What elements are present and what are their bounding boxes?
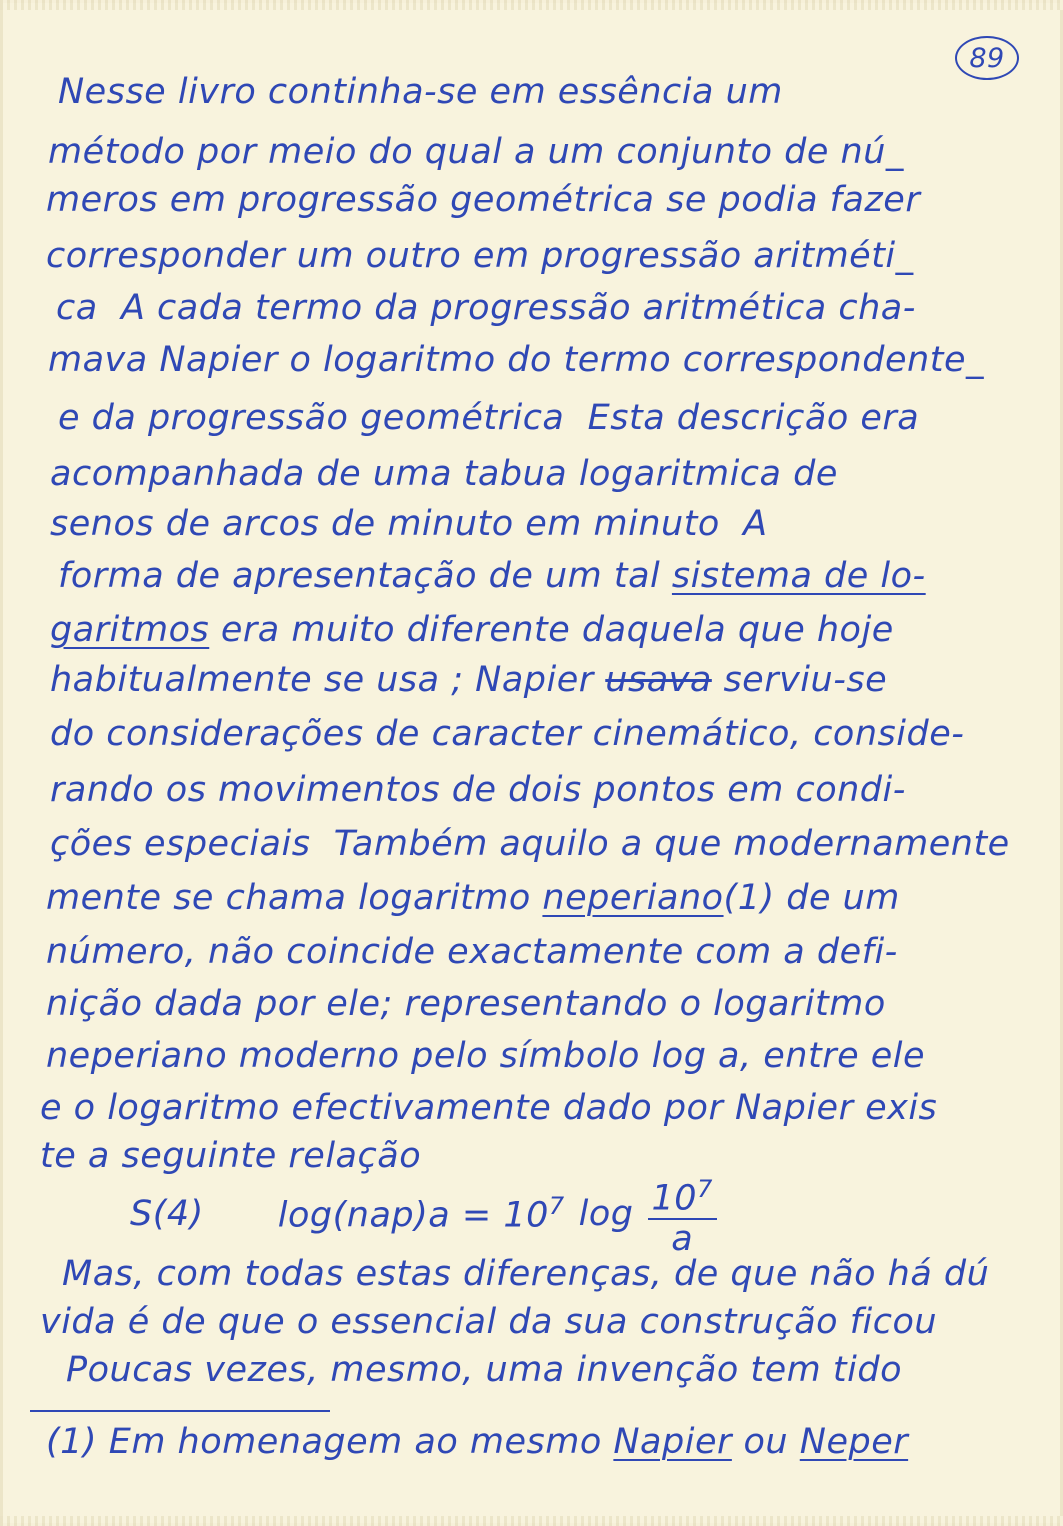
footnote-marker: (1)	[46, 1422, 98, 1462]
text-line-23: vida é de que o essencial da sua construção ficou	[40, 1302, 938, 1342]
text-line-18: nição dada por ele; representando o logaritmo	[46, 984, 886, 1024]
text-line-9: senos de arcos de minuto em minuto A	[50, 504, 768, 544]
footnote-text: Em homenagem ao mesmo	[108, 1422, 602, 1462]
text-line-16-start: mente se chama logaritmo	[46, 878, 531, 918]
equation-log: log	[578, 1193, 634, 1234]
text-line-1: Nesse livro continha-se em essência um	[58, 72, 783, 112]
fraction-denominator: a	[671, 1218, 694, 1259]
equation-lhs-text: log(nap)a = 10	[277, 1195, 549, 1236]
equation-label: S(4)	[130, 1193, 204, 1234]
text-line-2: método por meio do qual a um conjunto de nú_	[48, 132, 904, 172]
text-line-11	[50, 610, 1063, 650]
text-line-15: ções especiais Também aquilo a que modernamente	[50, 824, 1010, 864]
text-line-12-start: habitualmente se usa ; Napier	[50, 660, 594, 700]
text-line-3: meros em progressão geométrica se podia fazer	[46, 180, 921, 220]
numerator-text: 10	[651, 1178, 698, 1219]
text-line-12	[50, 660, 1063, 700]
underlined-neperiano: neperiano	[542, 878, 724, 918]
footnote-connector: ou	[743, 1422, 789, 1462]
struck-word: usava	[605, 660, 712, 700]
text-line-16-end: (1) de um	[723, 878, 900, 918]
perforated-edge-top	[0, 0, 1063, 10]
text-line-13: do considerações de caracter cinemático, conside-	[50, 714, 965, 754]
text-line-24: Poucas vezes, mesmo, uma invenção tem tido	[66, 1350, 902, 1390]
text-line-10	[58, 556, 1063, 596]
footnote-rule	[30, 1410, 330, 1412]
text-line-12-end: serviu-se	[711, 660, 888, 700]
text-line-17: número, não coincide exactamente com a defi-	[46, 932, 898, 972]
underlined-sistema: sistema de lo-	[671, 556, 926, 596]
text-line-6: mava Napier o logaritmo do termo correspondente_	[48, 340, 984, 380]
text-line-16	[46, 878, 1063, 918]
logarithm-equation	[130, 1170, 717, 1258]
underlined-garitmos: garitmos	[50, 610, 210, 650]
fraction-numerator	[648, 1170, 717, 1220]
underlined-napier: Napier	[613, 1422, 732, 1462]
text-line-7: e da progressão geométrica Esta descrição era	[58, 398, 920, 438]
equation-lhs	[278, 1192, 565, 1236]
text-line-11-rest: era muito diferente daquela que hoje	[209, 610, 894, 650]
text-line-22: Mas, com todas estas diferenças, de que não há dú	[62, 1254, 990, 1294]
text-line-19: neperiano moderno pelo símbolo log a, entre ele	[46, 1036, 926, 1076]
text-line-8: acompanhada de uma tabua logaritmica de	[50, 454, 838, 494]
page-number: 89	[955, 36, 1019, 80]
text-line-21: te a seguinte relação	[40, 1136, 422, 1176]
text-line-10-start: forma de apresentação	[58, 556, 477, 596]
text-line-4: corresponder um outro em progressão aritméti_	[46, 236, 914, 276]
footnote	[46, 1422, 1063, 1462]
text-line-14: rando os movimentos de dois pontos em condi-	[50, 770, 906, 810]
text-line-5: ca A cada termo da progressão aritmética cha-	[56, 288, 916, 328]
underlined-neper: Neper	[799, 1422, 909, 1462]
numerator-exponent: 7	[697, 1175, 713, 1203]
equation-fraction	[648, 1170, 717, 1258]
equation-exponent: 7	[548, 1192, 565, 1220]
text-line-10-mid: de um tal	[476, 556, 672, 596]
perforated-edge-bottom	[0, 1516, 1063, 1526]
text-line-20: e o logaritmo efectivamente dado por Napier exis	[40, 1088, 938, 1128]
